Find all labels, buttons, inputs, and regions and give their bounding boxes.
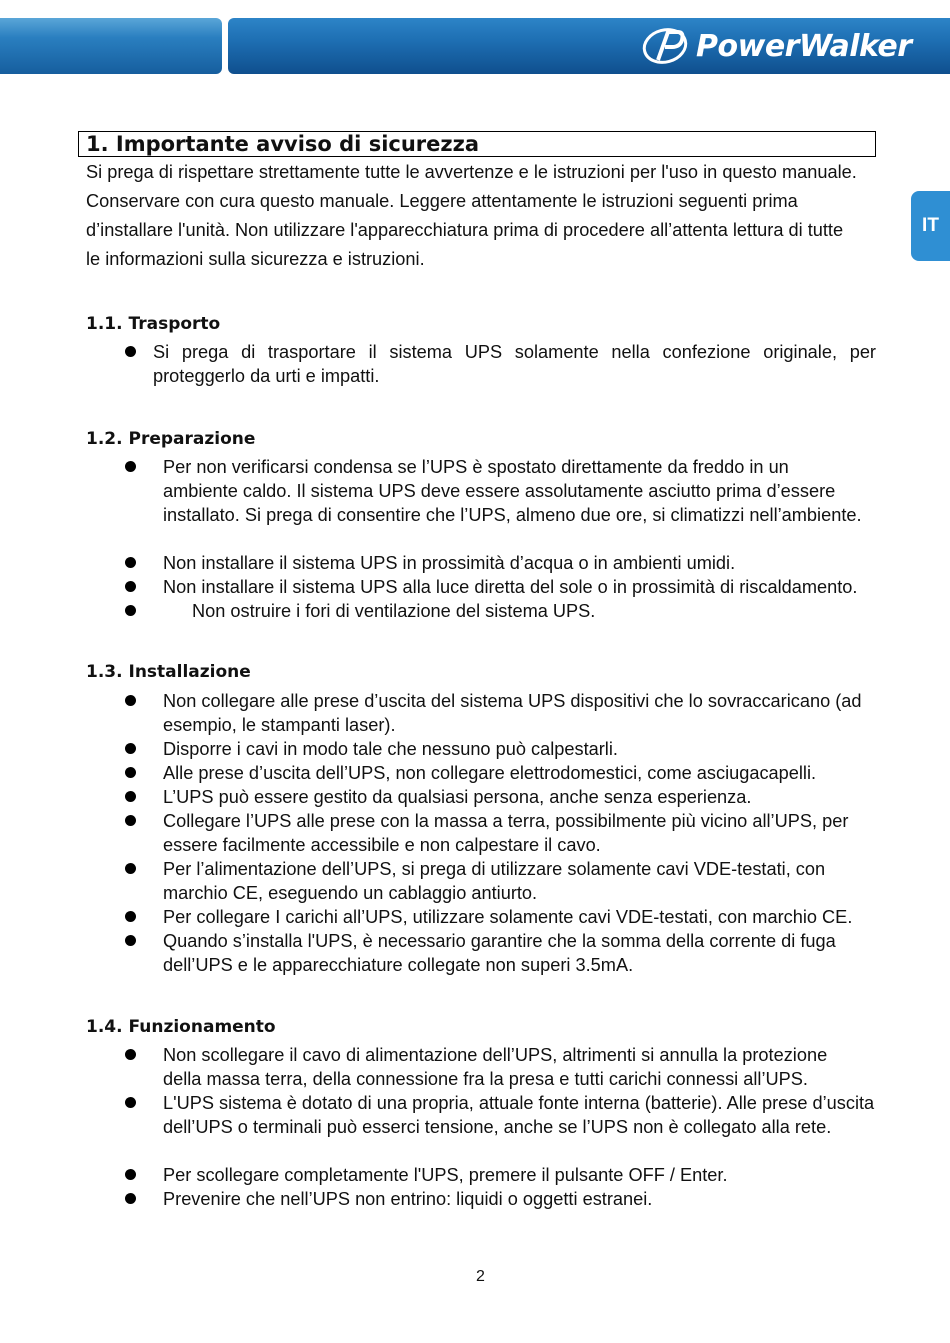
section-heading-preparazione: 1.2. Preparazione	[86, 429, 256, 449]
bullet-icon	[125, 767, 136, 778]
language-tab[interactable]: IT	[911, 191, 950, 261]
bullet-icon	[125, 743, 136, 754]
bullet-icon	[125, 863, 136, 874]
list-item: Alle prese d’uscita dell’UPS, non collegare elettrodomestici, come asciugacapelli.	[163, 763, 817, 783]
list-item: Non ostruire i fori di ventilazione del sistema UPS.	[192, 601, 596, 621]
list-item: L'UPS sistema è dotato di una propria, attuale fonte interna (batterie). Alle prese d’uscita dell’UPS o terminali può esserci tensione, anche se l’UPS non è collegato alla rete.	[163, 1093, 875, 1137]
section-heading-trasporto: 1.1. Trasporto	[86, 314, 221, 334]
list-item: Collegare l’UPS alle prese con la massa a terra, possibilmente più vicino all’UPS, per essere facilmente accessibile e non calpestare il cavo.	[163, 811, 849, 855]
bullet-icon	[125, 461, 136, 472]
list-item: Quando s’installa l'UPS, è necessario garantire che la somma della corrente di fuga dell’UPS e le apparecchiature collegate non superi 3.5mA.	[163, 931, 836, 975]
bullet-icon	[125, 557, 136, 568]
brand-name: PowerWalker	[696, 28, 912, 64]
header-banner-left	[0, 18, 222, 74]
intro-line: Conservare con cura questo manuale. Leggere attentamente le istruzioni seguenti prima	[86, 191, 798, 211]
list-item: Per collegare I carichi all’UPS, utilizzare solamente cavi VDE-testati, con marchio CE.	[163, 907, 853, 927]
bullet-icon	[125, 791, 136, 802]
page-number: 2	[476, 1268, 485, 1285]
intro-line: d’installare l'unità. Non utilizzare l'apparecchiatura prima di procedere all’attenta lettura di tutte	[86, 220, 844, 240]
list-item: Per non verificarsi condensa se l’UPS è spostato direttamente da freddo in un ambiente caldo. Il sistema UPS deve essere assolutamente asciutto prima d’essere installato. Si prega di consentire che l’UPS, almeno due ore, si climatizzi nell’ambiente.	[163, 457, 862, 525]
bullet-icon	[125, 935, 136, 946]
list-item: L’UPS può essere gestito da qualsiasi persona, anche senza esperienza.	[163, 787, 752, 807]
brand-mark-icon	[640, 26, 690, 66]
section-heading-funzionamento: 1.4. Funzionamento	[86, 1017, 276, 1037]
list-item: Non installare il sistema UPS alla luce diretta del sole o in prossimità di riscaldamento.	[163, 577, 858, 597]
bullet-icon	[125, 346, 136, 357]
intro-paragraph	[86, 158, 886, 274]
list-item: Prevenire che nell’UPS non entrino: liquidi o oggetti estranei.	[163, 1189, 653, 1209]
intro-line: le informazioni sulla sicurezza e istruzioni.	[86, 249, 425, 269]
list-item: Non collegare alle prese d’uscita del sistema UPS dispositivi che lo sovraccaricano (ad esempio, le stampanti laser).	[163, 691, 862, 735]
list-item: Non scollegare il cavo di alimentazione dell’UPS, altrimenti si annulla la protezione della massa terra, della connessione fra la presa e tutti carichi connessi all’UPS.	[163, 1045, 828, 1089]
section-heading-installazione: 1.3. Installazione	[86, 662, 251, 682]
intro-line: Si prega di rispettare strettamente tutte le avvertenze e le istruzioni per l'uso in questo manuale.	[86, 162, 857, 182]
bullet-icon	[125, 581, 136, 592]
list-item: Per l’alimentazione dell’UPS, si prega di utilizzare solamente cavi VDE-testati, con marchio CE, eseguendo un cablaggio antiurto.	[163, 859, 826, 903]
list-item: Non installare il sistema UPS in prossimità d’acqua o in ambienti umidi.	[163, 553, 736, 573]
bullet-icon	[125, 911, 136, 922]
bullet-icon	[125, 1169, 136, 1180]
bullet-icon	[125, 1049, 136, 1060]
bullet-icon	[125, 605, 136, 616]
page-title: 1. Importante avviso di sicurezza	[86, 132, 480, 156]
powerwalker-logo	[640, 24, 912, 68]
bullet-icon	[125, 815, 136, 826]
list-item: Per scollegare completamente l'UPS, premere il pulsante OFF / Enter.	[163, 1165, 728, 1185]
bullet-icon	[125, 695, 136, 706]
list-item: Si prega di trasportare il sistema UPS solamente nella confezione originale, per proteggerlo da urti e impatti.	[153, 342, 876, 386]
bullet-icon	[125, 1193, 136, 1204]
list-item: Disporre i cavi in modo tale che nessuno può calpestarli.	[163, 739, 618, 759]
bullet-icon	[125, 1097, 136, 1108]
